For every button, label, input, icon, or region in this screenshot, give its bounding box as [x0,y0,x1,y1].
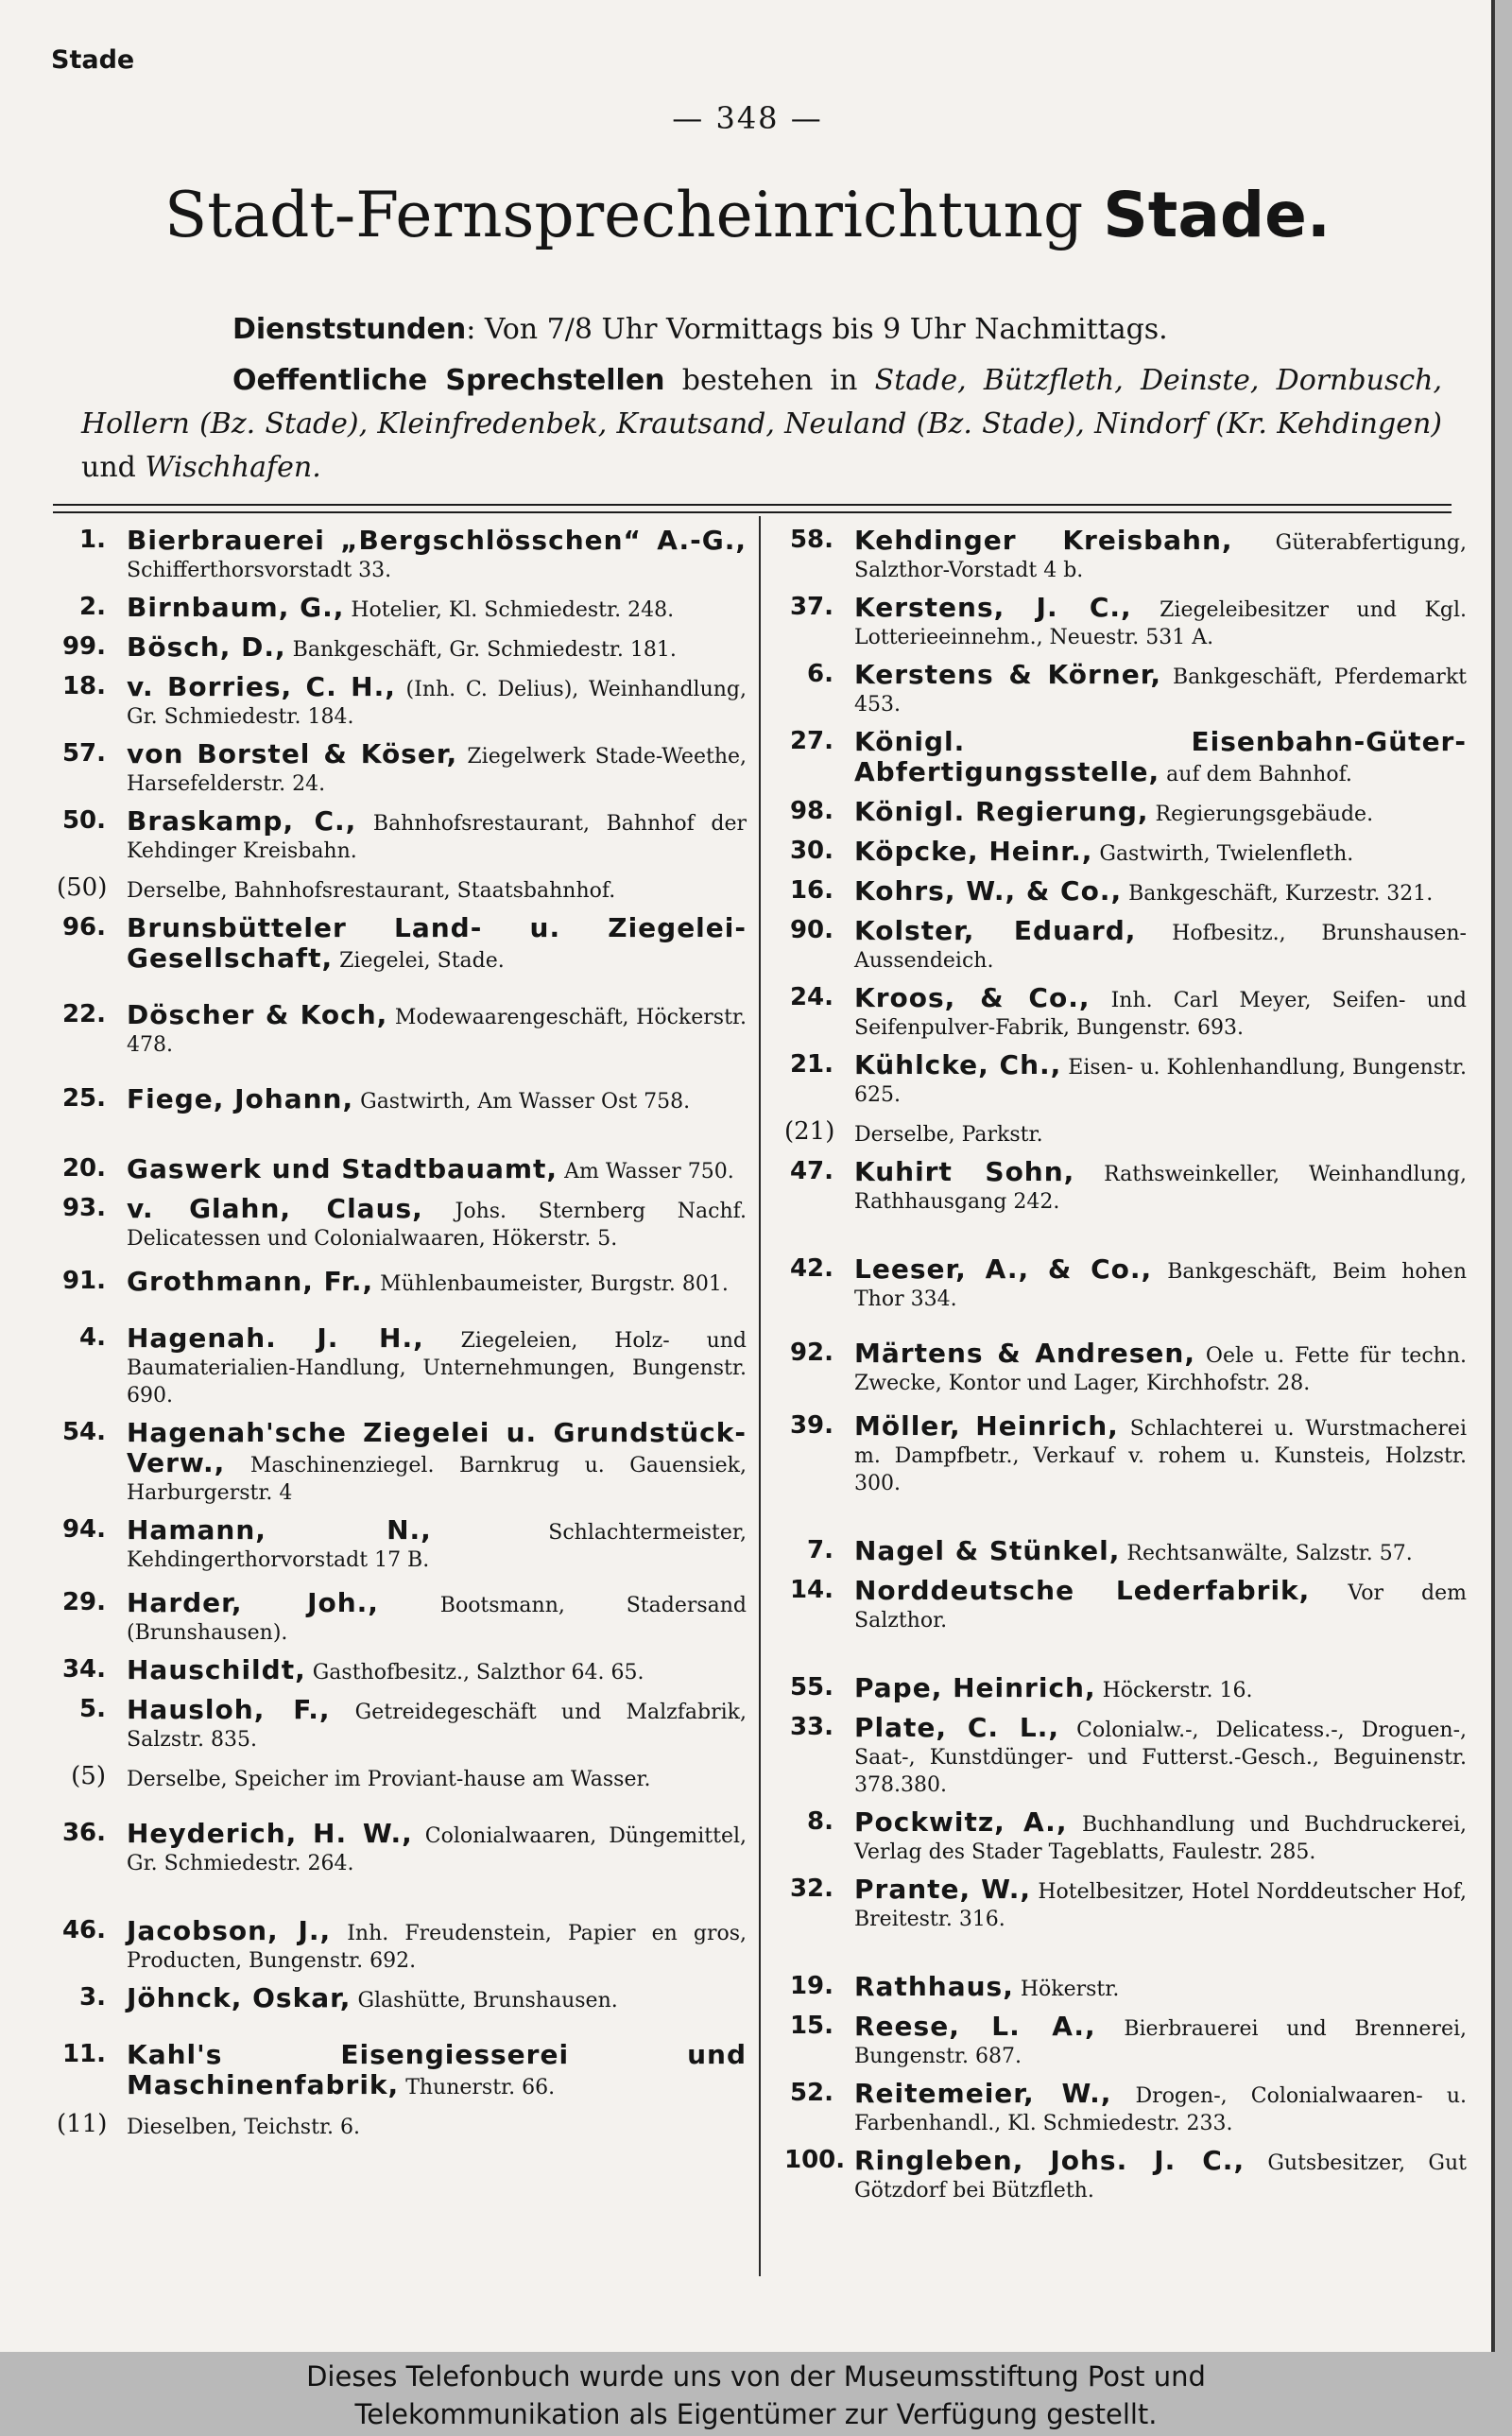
entry-name: Grothmann, Fr., [127,1266,374,1297]
entry-number: 34. [61,1655,106,1684]
entry-name: Kehdinger Kreisbahn, [854,525,1233,556]
entry-number: 29. [61,1588,106,1616]
directory-entry [784,1412,1467,1497]
entry-body [854,594,1467,651]
entry-number: 91. [61,1267,106,1295]
directory-entry [57,874,747,905]
entry-body [127,1820,747,1877]
entry-name: v. Glahn, Claus, [127,1193,423,1224]
entry-body [854,527,1467,584]
entry-detail: Mühlenbaumeister, Burgstr. 801. [373,1272,729,1296]
entry-body [854,1412,1467,1497]
directory-entry [57,1516,747,1574]
entry-body [127,1984,747,2014]
entry-body [127,527,747,584]
entry-detail: Dieselben, Teichstr. 6. [127,2116,361,2139]
directory-entry [57,1696,747,1754]
entry-body [854,1875,1467,1933]
page-number: — 348 — [672,100,823,136]
directory-entry [784,2080,1467,2137]
entry-number: 98. [789,797,833,825]
entry-name: Köpcke, Heinr., [854,836,1093,867]
entry-number: 37. [789,593,833,621]
entry-body [854,2147,1467,2204]
entry-number: 96. [61,913,106,942]
right-column [784,527,1467,2214]
entry-name: Pape, Heinrich, [854,1672,1096,1703]
entry-number: 27. [789,727,833,755]
entry-number: 94. [61,1515,106,1544]
entry-body [127,1516,747,1574]
directory-entry [57,1917,747,1975]
entry-body [854,984,1467,1042]
entry-number: 57. [61,739,106,768]
entry-detail: Thunerstr. 66. [399,2076,556,2099]
directory-entry [57,673,747,731]
entry-number: 42. [789,1254,833,1283]
entry-name: Hamann, N., [127,1514,432,1546]
entry-number: 20. [61,1154,106,1183]
entry-detail: Bankgeschäft, Gr. Schmiedestr. 181. [285,638,677,662]
directory-entry [57,740,747,798]
page-edge-shadow [1491,0,1495,2352]
directory-entry [784,1118,1467,1149]
entry-number: 50. [61,806,106,835]
entry-detail: Modewaarengeschäft, Höckerstr. 478. [127,1006,747,1057]
entry-body [127,1763,747,1793]
entry-body [127,2111,747,2141]
entry-name: Harder, Joh., [127,1587,379,1618]
directory-entry [57,2111,747,2141]
entry-name: Königl. Regierung, [854,796,1149,827]
entry-detail: (Inh. C. Delius), Weinhandlung, Gr. Schmiedestr. 184. [127,678,747,729]
entry-body [854,1158,1467,1216]
entry-number: 15. [789,2012,833,2040]
office-hours [232,308,1442,352]
entry-number: 6. [807,660,833,688]
entry-detail: Schlachterei u. Wurstmacherei m. Dampfbetr., Verkauf v. rohem u. Kunsteis, Holzstr. 300. [854,1417,1467,1495]
entry-number: 22. [61,1000,106,1028]
entry-body [854,877,1467,907]
entry-detail: Bankgeschäft, Pferdemarkt 453. [854,665,1467,717]
entry-name: Prante, W., [854,1874,1032,1905]
entry-body [127,807,747,865]
directory-entry [784,984,1467,1042]
header-rule-bottom [53,511,1452,513]
entry-name: v. Borries, C. H., [127,671,396,702]
entry-detail: auf dem Bahnhof. [1160,763,1352,786]
entry-body [854,1118,1467,1149]
page-title [0,178,1495,253]
entry-number: (50) [57,873,108,902]
entry-detail: Schlachtermeister, Kehdingerthorvorstadt 17 B. [127,1521,747,1572]
entry-name: Fiege, Johann, [127,1083,354,1114]
entry-detail: Derselbe, Parkstr. [854,1123,1043,1147]
footer-notice [0,2352,1512,2436]
directory-entry [57,1195,747,1253]
entry-body [854,917,1467,975]
entry-detail: Inh. Freudenstein, Papier en gros, Producten, Bungenstr. 692. [127,1922,747,1973]
entry-detail: Buchhandlung und Buchdruckerei, Verlag des Stader Tageblatts, Faulestr. 285. [854,1813,1467,1864]
entry-name: Braskamp, C., [127,805,357,837]
entry-name: Hausloh, F., [127,1694,331,1725]
entry-body [854,838,1467,868]
directory-entry [784,798,1467,828]
entry-number: 25. [61,1084,106,1113]
entry-name: Birnbaum, G., [127,592,345,623]
entry-detail: Vor dem Salzthor. [854,1581,1467,1633]
entry-name: Jöhnck, Oskar, [127,1982,352,2013]
entry-body [127,673,747,731]
entry-name: Nagel & Stünkel, [854,1535,1121,1566]
entry-detail: Getreidegeschäft und Malzfabrik, Salzstr. 835. [127,1701,747,1752]
entry-body [854,1577,1467,1634]
entry-name: von Borstel & Köser, [127,738,458,769]
entry-name: Kühlcke, Ch., [854,1049,1062,1080]
directory-entry [57,1419,747,1507]
entry-body [127,1696,747,1754]
entry-detail: Glashütte, Brunshausen. [351,1989,618,2013]
entry-number: 33. [789,1713,833,1741]
column-divider [759,516,761,2276]
entry-name: Brunsbütteler Land- u. Ziegelei-Gesellschaft, [127,912,747,974]
entry-body [854,1051,1467,1109]
entry-detail: Regierungsgebäude. [1148,803,1374,826]
directory-entry [784,1973,1467,2003]
entry-body [127,1268,747,1298]
entry-number: 7. [807,1536,833,1564]
directory-entry [57,1589,747,1647]
entry-name: Ringleben, Johs. J. C., [854,2145,1246,2176]
running-head: Stade [51,45,135,75]
entry-detail: Gastwirth, Am Wasser Ost 758. [353,1090,691,1114]
entry-detail: Am Wasser 750. [558,1160,734,1183]
directory-entry [57,1984,747,2014]
directory-entry [784,1808,1467,1866]
entry-body [127,1419,747,1507]
entry-name: Hagenah. J. H., [127,1322,424,1354]
entry-detail: Hotelbesitzer, Hotel Norddeutscher Hof, Breitestr. 316. [854,1880,1468,1931]
entry-body [854,1339,1467,1397]
entry-number: 90. [789,916,833,944]
directory-entry [784,661,1467,718]
directory-entry [784,1674,1467,1704]
entry-number: 3. [79,1983,106,2012]
public-stations-and: und [81,451,146,484]
entry-body [127,633,747,664]
entry-number: 39. [789,1411,833,1440]
entry-number: (21) [784,1117,835,1146]
entry-body [854,1714,1467,1799]
entry-body [127,914,747,975]
public-stations-mid: bestehen in [664,364,875,397]
directory-entry [57,914,747,975]
entry-number: 11. [61,2040,106,2068]
entry-detail: Ziegeleien, Holz- und Baumaterialien-Handlung, Unternehmungen, Bungenstr. 690. [127,1329,747,1408]
public-stations-last: Wischhafen. [145,451,321,484]
entry-detail: Schifferthorsvorstadt 33. [127,559,392,582]
entry-body [127,1001,747,1059]
directory-entry [784,728,1467,788]
entry-detail: Gutsbesitzer, Gut Götzdorf bei Bützfleth. [854,2151,1468,2203]
header-rule-top [53,504,1452,506]
entry-number: 36. [61,1819,106,1847]
entry-body [854,798,1467,828]
directory-entry [784,877,1467,907]
entry-name: Hagenah'sche Ziegelei u. Grundstück-Verw., [127,1417,747,1478]
entry-name: Heyderich, H. W., [127,1818,413,1849]
entry-detail: Gastwirth, Twielenfleth. [1092,842,1354,866]
entry-body [854,2013,1467,2070]
entry-number: 8. [807,1807,833,1836]
title-city: Stade. [1103,179,1331,251]
directory-entry [784,1339,1467,1397]
directory-entry [784,1875,1467,1933]
entry-body [127,594,747,624]
directory-entry [57,807,747,865]
entry-detail: Derselbe, Speicher im Proviant-hause am Wasser. [127,1768,651,1791]
entry-detail: Bahnhofsrestaurant, Bahnhof der Kehdinger Kreisbahn. [127,812,747,863]
entry-body [127,874,747,905]
entry-body [854,728,1467,788]
entry-body [127,1155,747,1185]
entry-body [127,1917,747,1975]
entry-detail: Inh. Carl Meyer, Seifen- und Seifenpulver-Fabrik, Bungenstr. 693. [854,989,1467,1040]
directory-entry [57,1085,747,1115]
entry-number: 54. [61,1418,106,1446]
directory-entry [57,594,747,624]
entry-detail: Rechtsanwälte, Salzstr. 57. [1120,1542,1413,1565]
directory-entry [784,838,1467,868]
office-hours-text: : Von 7/8 Uhr Vormittags bis 9 Uhr Nachmittags. [466,313,1168,346]
entry-number: 46. [61,1916,106,1944]
entry-number: 1. [79,526,106,554]
entry-body [127,1589,747,1647]
entry-detail: Maschinenziegel. Barnkrug u. Gauensiek, Harburgerstr. 4 [127,1454,747,1505]
entry-detail: Oele u. Fette für techn. Zwecke, Kontor und Lager, Kirchhofstr. 28. [854,1344,1467,1395]
entry-detail: Gasthofbesitz., Salzthor 64. 65. [305,1661,644,1684]
entry-name: Döscher & Koch, [127,999,388,1030]
directory-entry [784,1577,1467,1634]
directory-entry [57,2041,747,2101]
entry-name: Jacobson, J., [127,1915,332,1946]
directory-entry [57,1656,747,1686]
entry-number: 21. [789,1050,833,1079]
entry-detail: Rathsweinkeller, Weinhandlung, Rathhausgang 242. [854,1163,1467,1214]
entry-number: 14. [789,1576,833,1604]
entry-body [854,1255,1467,1313]
entry-name: Bierbrauerei „Bergschlösschen“ A.-G., [127,525,747,556]
entry-number: 52. [789,2079,833,2107]
entry-detail: Ziegelwerk Stade-Weethe, Harsefelderstr. 24. [127,745,747,796]
directory-entry [57,1001,747,1059]
entry-number: 24. [789,983,833,1011]
directory-entry [57,1324,747,1409]
entry-name: Rathhaus, [854,1971,1014,2002]
directory-entry [784,2013,1467,2070]
entry-detail: Bankgeschäft, Beim hohen Thor 334. [854,1260,1467,1311]
entry-number: 4. [79,1323,106,1352]
entry-name: Kohrs, W., & Co., [854,875,1123,907]
entry-detail: Hökerstr. [1013,1978,1120,2001]
entry-body [127,2041,747,2101]
entry-name: Kuhirt Sohn, [854,1156,1075,1187]
entry-number: 55. [789,1673,833,1702]
entry-name: Möller, Heinrich, [854,1410,1119,1442]
directory-entry [784,594,1467,651]
office-hours-label: Dienststunden [232,313,467,346]
directory-entry [57,1155,747,1185]
entry-number: 93. [61,1194,106,1222]
left-column [57,527,747,2151]
entry-name: Kolster, Eduard, [854,915,1137,946]
entry-name: Reese, L. A., [854,2011,1096,2042]
entry-body [854,1674,1467,1704]
directory-entry [57,1268,747,1298]
entry-detail: Hofbesitz., Brunshausen-Aussendeich. [854,922,1467,973]
entry-name: Königl. Eisenbahn-Güter-Abfertigungsstelle, [854,726,1467,787]
entry-name: Märtens & Andresen, [854,1338,1195,1369]
entry-number: 5. [79,1695,106,1723]
entry-detail: Hotelier, Kl. Schmiedestr. 248. [344,598,675,622]
entry-name: Kerstens, J. C., [854,592,1132,623]
entry-body [127,1656,747,1686]
entry-number: 30. [789,837,833,865]
directory-entry [57,1820,747,1877]
public-stations-label: Oeffentliche Sprechstellen [232,364,665,397]
entry-name: Kahl's Eisengiesserei und Maschinenfabrik, [127,2039,747,2100]
entry-detail: Ziegelei, Stade. [333,949,505,973]
entry-number: 19. [789,1972,833,2000]
entry-body [127,740,747,798]
entry-number: 58. [789,526,833,554]
entry-number: 16. [789,876,833,905]
entry-body [854,1808,1467,1866]
title-prefix: Stadt-Fernsprecheinrichtung [164,179,1084,251]
entry-detail: Bankgeschäft, Kurzestr. 321. [1122,882,1434,906]
entry-number: 100. [784,2146,846,2174]
directory-entry [784,1537,1467,1567]
directory-entry [784,1158,1467,1216]
directory-entry [57,1763,747,1793]
entry-number: 47. [789,1157,833,1185]
entry-body [854,1973,1467,2003]
entry-detail: Derselbe, Bahnhofsrestaurant, Staatsbahnhof. [127,879,616,903]
entry-detail: Bierbrauerei und Brennerei, Bungenstr. 687. [854,2017,1467,2068]
directory-entry [784,1255,1467,1313]
entry-name: Plate, C. L., [854,1712,1060,1743]
entry-body [127,1324,747,1409]
entry-name: Kerstens & Körner, [854,659,1162,690]
entry-detail: Johs. Sternberg Nachf. Delicatessen und Colonialwaaren, Hökerstr. 5. [127,1200,747,1251]
entry-body [127,1195,747,1253]
entry-body [854,661,1467,718]
entry-detail: Ziegeleibesitzer und Kgl. Lotterieeinnehm., Neuestr. 531 A. [854,598,1467,649]
entry-body [127,1085,747,1115]
public-stations-places: Stade, Bützfleth, Deinste, Dornbusch, Hollern (Bz. Stade), Kleinfredenbek, Krautsand, Neuland (Bz. Stade), Nindorf (Kr. Kehdingen) [81,364,1442,441]
entry-name: Bösch, D., [127,631,286,663]
entry-number: (5) [71,1762,106,1790]
entry-name: Gaswerk und Stadtbauamt, [127,1153,558,1184]
footer-line-2: Telekommunikation als Eigentümer zur Verfügung gestellt. [354,2398,1158,2430]
entry-detail: Colonialw.-, Delicatess.-, Droguen-, Saat-, Kunstdünger- und Futterst.-Gesch., Beguinenstr. 378.380. [854,1719,1467,1797]
entry-body [854,1537,1467,1567]
directory-entry [784,1051,1467,1109]
public-stations [81,359,1442,490]
entry-detail: Güterabfertigung, Salzthor-Vorstadt 4 b. [854,531,1467,582]
entry-name: Leeser, A., & Co., [854,1253,1153,1285]
entry-name: Norddeutsche Lederfabrik, [854,1575,1311,1606]
directory-entry [784,527,1467,584]
entry-name: Pockwitz, A., [854,1806,1068,1838]
directory-entry [57,527,747,584]
entry-name: Hauschildt, [127,1654,306,1685]
entry-detail: Eisen- u. Kohlenhandlung, Bungenstr. 625. [854,1056,1467,1107]
entry-detail: Colonialwaaren, Düngemittel, Gr. Schmiedestr. 264. [127,1824,747,1875]
entry-number: (11) [57,2110,108,2138]
entry-number: 2. [79,593,106,621]
entry-name: Reitemeier, W., [854,2078,1112,2109]
directory-entry [784,2147,1467,2204]
entry-number: 99. [61,632,106,661]
footer-line-1: Dieses Telefonbuch wurde uns von der Museumsstiftung Post und [306,2360,1206,2393]
directory-entry [784,1714,1467,1799]
directory-entry [784,917,1467,975]
entry-name: Kroos, & Co., [854,982,1091,1013]
entry-number: 32. [789,1875,833,1903]
entry-number: 92. [789,1339,833,1367]
directory-entry [57,633,747,664]
entry-detail: Drogen-, Colonialwaaren- u. Farbenhandl., Kl. Schmiedestr. 233. [854,2084,1467,2135]
entry-number: 18. [61,672,106,700]
entry-body [854,2080,1467,2137]
entry-detail: Bootsmann, Stadersand (Brunshausen). [127,1594,747,1645]
entry-detail: Höckerstr. 16. [1095,1679,1253,1702]
